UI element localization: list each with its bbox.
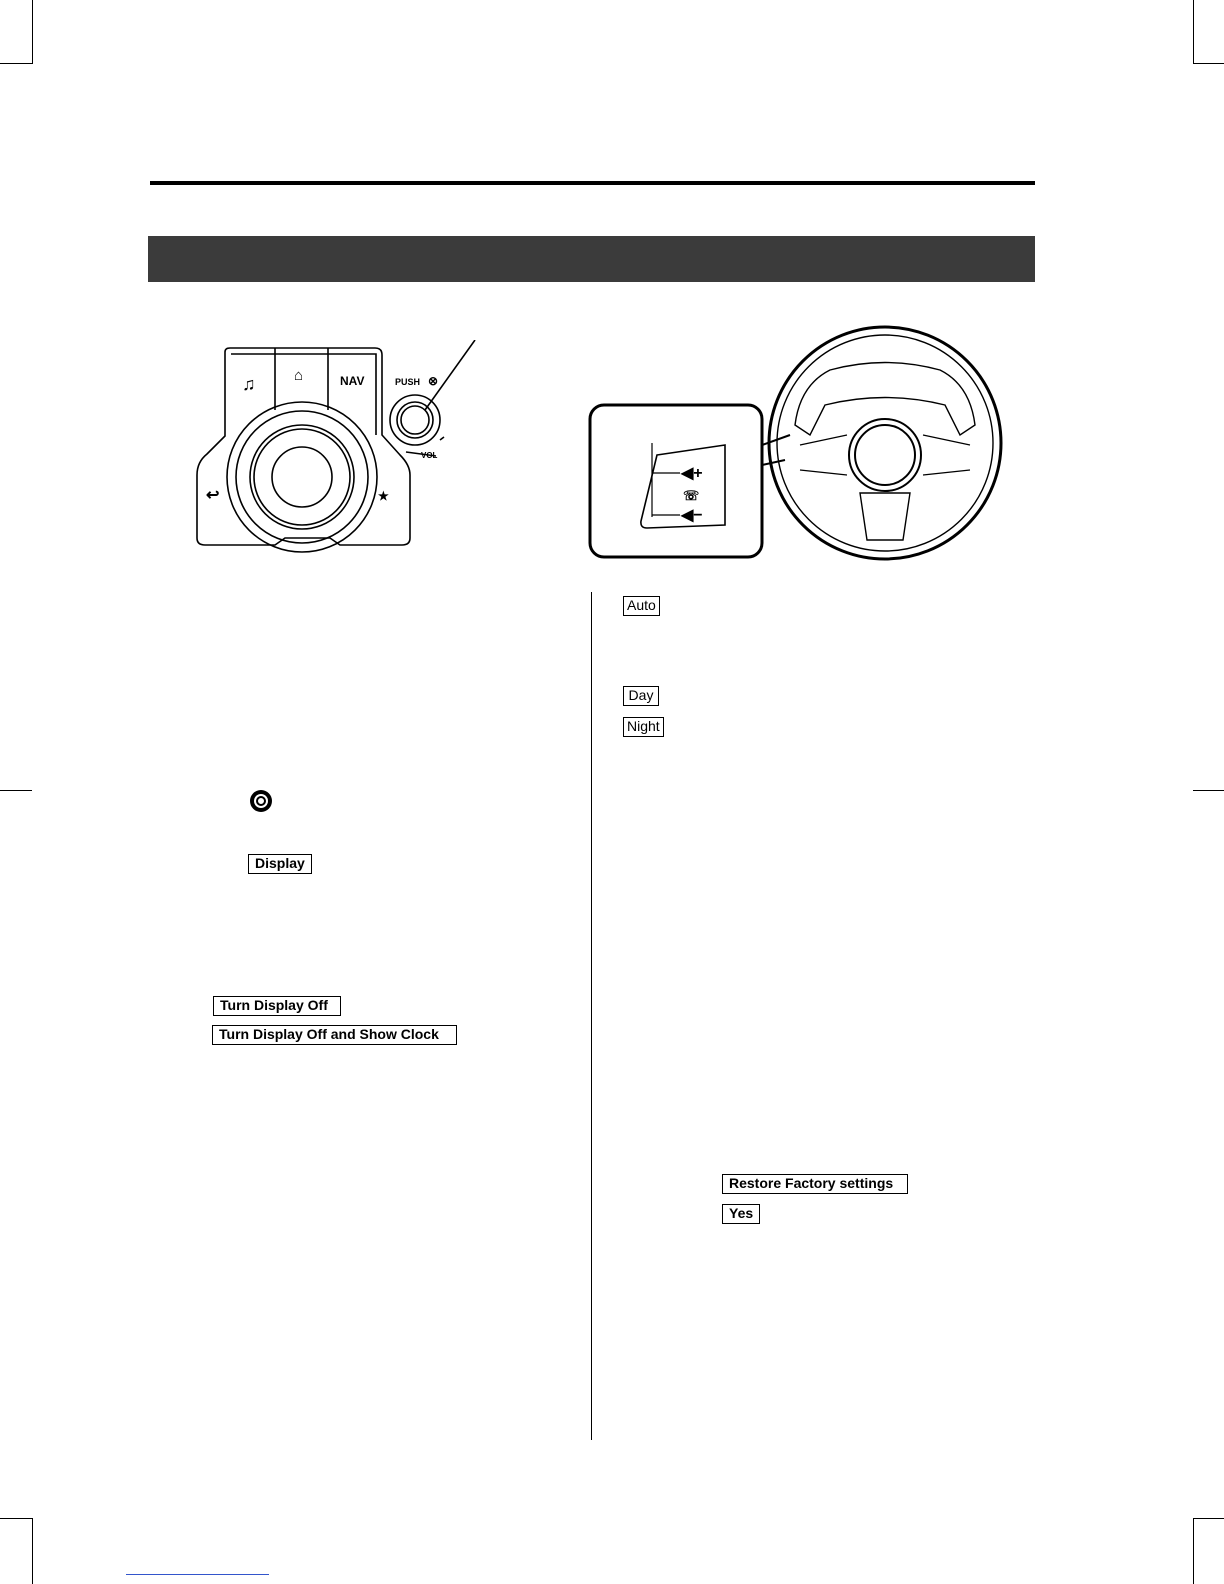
crop-mark	[0, 1518, 32, 1519]
volume-up-icon: ◀+	[681, 465, 703, 482]
commander-switch-illustration	[190, 340, 490, 565]
music-icon: ♫	[242, 374, 256, 394]
mute-icon: ⊗	[428, 374, 439, 388]
turn-display-off-show-clock-button[interactable]: Turn Display Off and Show Clock	[212, 1025, 457, 1045]
crop-mark	[1193, 0, 1194, 64]
yes-button[interactable]: Yes	[722, 1204, 760, 1224]
vol-label: VOL	[421, 451, 438, 460]
crop-mark	[32, 0, 33, 64]
volume-down-icon: ◀−	[681, 507, 703, 524]
restore-factory-settings-button[interactable]: Restore Factory settings	[722, 1174, 908, 1194]
crop-mark	[1193, 790, 1224, 791]
header-rule	[150, 181, 1035, 185]
push-label: PUSH	[395, 377, 421, 387]
section-heading-bar	[148, 236, 1035, 282]
favorite-star-icon: ★	[378, 489, 389, 503]
gear-icon	[248, 788, 274, 814]
crop-mark	[1193, 1518, 1194, 1584]
auto-option[interactable]: Auto	[623, 596, 660, 616]
crop-mark	[1193, 63, 1224, 64]
turn-display-off-button[interactable]: Turn Display Off	[213, 996, 341, 1016]
column-divider	[591, 592, 592, 1440]
nav-label: NAV	[340, 374, 365, 388]
crop-mark	[0, 63, 32, 64]
footer-link[interactable]	[126, 1574, 269, 1575]
back-icon: ↩	[206, 487, 220, 504]
crop-mark	[1193, 1518, 1224, 1519]
crop-mark	[0, 790, 32, 791]
crop-mark	[32, 1518, 33, 1584]
steering-wheel-illustration	[585, 325, 1005, 565]
talk-icon: ☏	[683, 488, 700, 503]
night-option[interactable]: Night	[623, 717, 664, 737]
day-option[interactable]: Day	[623, 686, 659, 706]
home-icon: ⌂	[294, 367, 304, 384]
display-button[interactable]: Display	[248, 854, 312, 874]
